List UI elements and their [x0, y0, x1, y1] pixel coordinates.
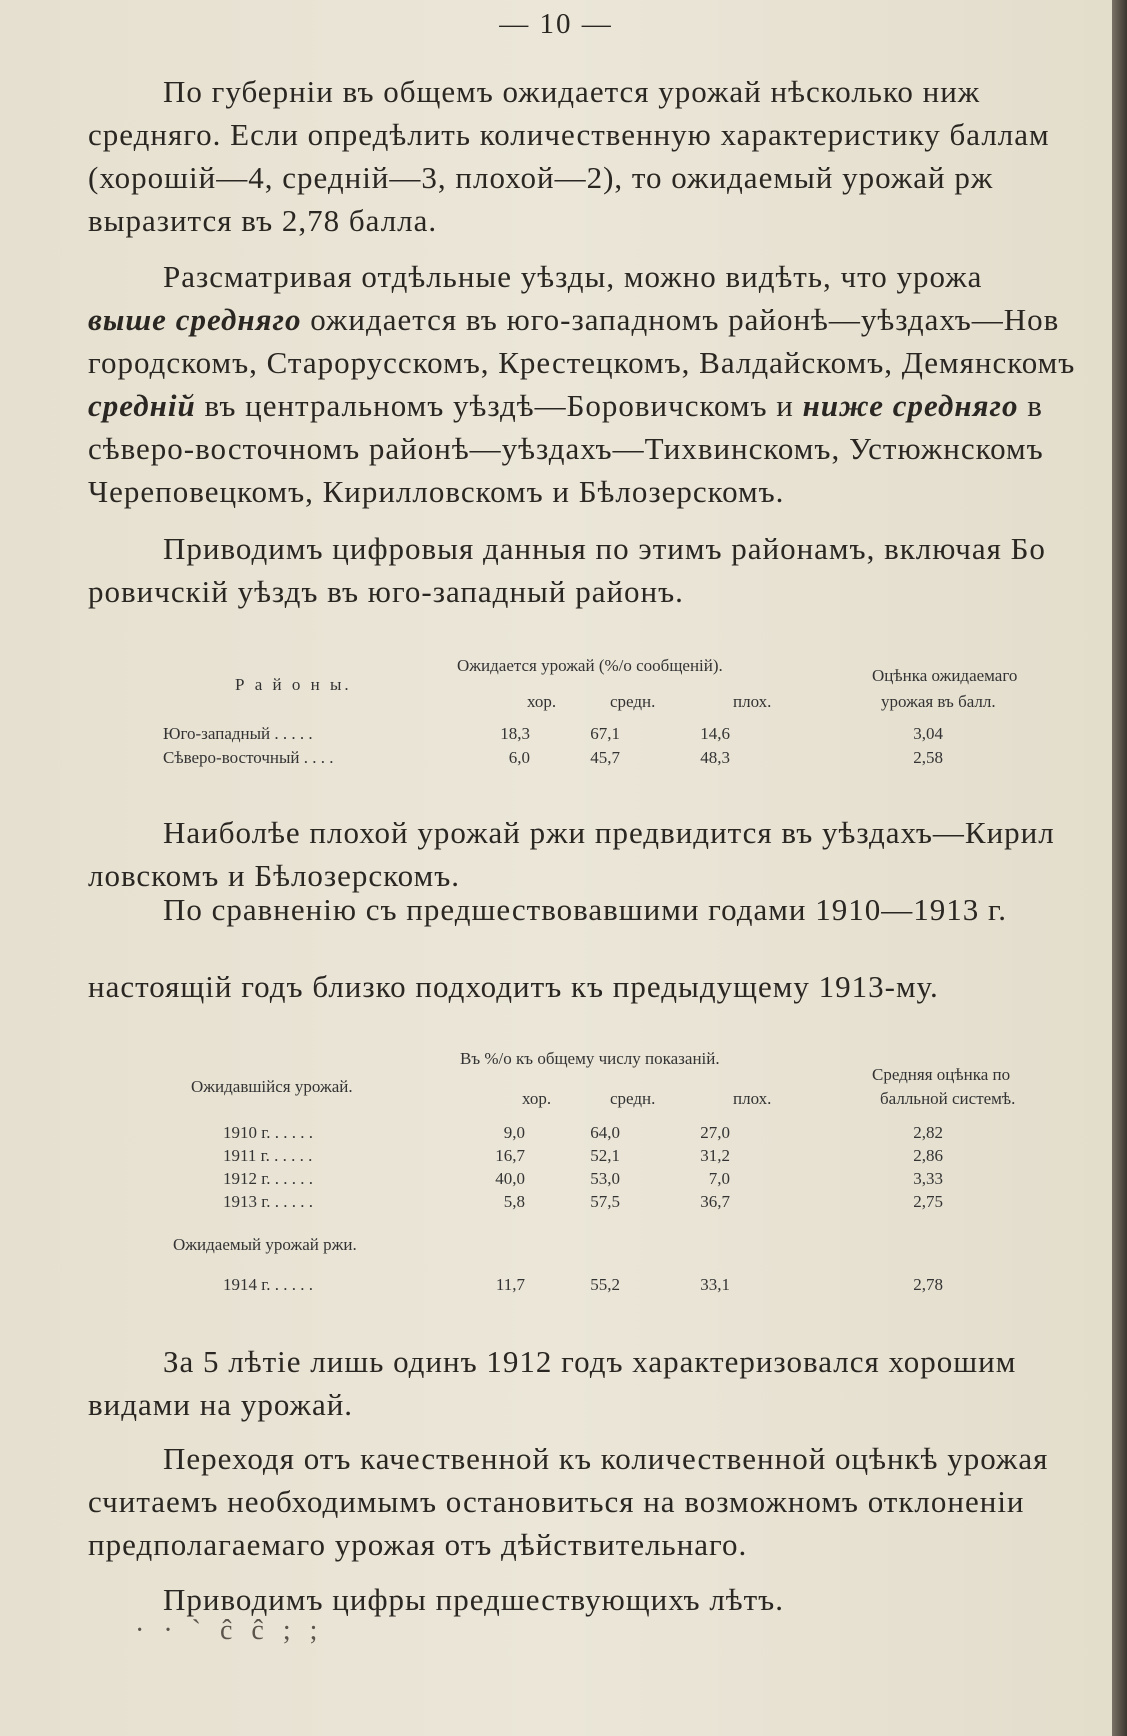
- text-line: ловскомъ и Бѣлозерскомъ.: [88, 858, 460, 893]
- table-cell: 53,0: [590, 1169, 620, 1188]
- column-header: плох.: [733, 692, 772, 711]
- table-subheader: Ожидаемый урожай ржи.: [173, 1235, 357, 1254]
- score-header-line: балльной системѣ.: [880, 1089, 1016, 1108]
- column-header: средн.: [610, 692, 656, 711]
- table-cell-name: 1910 г. . . . . .: [223, 1123, 314, 1142]
- table-cell: 9,0: [503, 1123, 525, 1142]
- table-cell: 57,5: [590, 1192, 620, 1211]
- text-line: (хорошій—4, средній—3, плохой—2), то ожидаемый урожай рж: [88, 160, 994, 195]
- text-line: Приводимъ цифровыя данныя по этимъ районамъ, включая Бо: [163, 531, 1046, 566]
- score-header-line: урожая въ балл.: [881, 692, 996, 711]
- table-cell: 55,2: [590, 1275, 620, 1294]
- text-line: ровичскій уѣздъ въ юго-западный районъ.: [88, 574, 684, 609]
- text-line: Приводимъ цифры предшествующихъ лѣтъ.: [163, 1582, 784, 1617]
- text-line: Череповецкомъ, Кирилловскомъ и Бѣлозерскомъ.: [88, 474, 785, 509]
- paragraph-6: [88, 965, 1118, 1008]
- text-run: ожидается въ юго-западномъ районѣ—уѣздахъ—Нов: [301, 302, 1060, 337]
- table-cell-name: 1914 г. . . . . .: [223, 1275, 314, 1294]
- score-header-line: Оцѣнка ожидаемаго: [872, 666, 1018, 685]
- paragraph-5: [88, 888, 1118, 931]
- text-line: По сравненію съ предшествовавшими годами 1910—1913 г.: [163, 892, 1007, 927]
- emphasis-text: ниже средняго: [802, 388, 1019, 423]
- table-cell-name: 1911 г. . . . . .: [223, 1146, 313, 1165]
- text-line: выразится въ 2,78 балла.: [88, 203, 438, 238]
- handwritten-marks: · · ˋ ĉ ĉ ; ;: [135, 1615, 324, 1646]
- table-cell: 64,0: [590, 1123, 620, 1142]
- table-cell: 14,6: [700, 724, 730, 743]
- table-cell: 7,0: [708, 1169, 730, 1188]
- text-line: По губерніи въ общемъ ожидается урожай нѣсколько ниж: [163, 74, 981, 109]
- table-row-header: Р а й о н ы.: [235, 675, 352, 694]
- table-cell: 2,78: [913, 1275, 943, 1294]
- table-row-header: Ожидавшійся урожай.: [191, 1077, 353, 1096]
- text-line: городскомъ, Старорусскомъ, Крестецкомъ, Валдайскомъ, Демянскомъ: [88, 345, 1076, 380]
- paragraph-4: [88, 811, 1118, 897]
- table-cell: 2,58: [913, 748, 943, 767]
- table-cell-name: 1913 г. . . . . .: [223, 1192, 314, 1211]
- table-cell: 18,3: [500, 724, 530, 743]
- table-cell-name: Сѣверо-восточный . . . .: [163, 748, 334, 767]
- text-line: предполагаемаго урожая отъ дѣйствительнаго.: [88, 1527, 748, 1562]
- table-cell: 36,7: [700, 1192, 730, 1211]
- paragraph-1: [88, 70, 1118, 242]
- table-cell: 52,1: [590, 1146, 620, 1165]
- text-line: видами на урожай.: [88, 1387, 354, 1422]
- text-line: средняго. Если опредѣлить количественную характеристику баллам: [88, 117, 1050, 152]
- paragraph-8: [88, 1437, 1118, 1566]
- text-run: въ центральномъ уѣздѣ—Боровичскомъ и: [195, 388, 803, 423]
- table-cell: 6,0: [508, 748, 530, 767]
- table-cell: 5,8: [503, 1192, 525, 1211]
- table-cell: 27,0: [700, 1123, 730, 1142]
- paragraph-2: [88, 255, 1118, 513]
- table-cell: 2,82: [913, 1123, 943, 1142]
- text-line: Переходя отъ качественной къ количественной оцѣнкѣ урожая: [163, 1441, 1049, 1476]
- text-line: Разсматривая отдѣльные уѣзды, можно видѣть, что урожа: [163, 259, 983, 294]
- text-line: За 5 лѣтіе лишь одинъ 1912 годъ характеризовался хорошим: [163, 1344, 1017, 1379]
- table-cell: 2,75: [913, 1192, 943, 1211]
- paragraph-3: [88, 527, 1118, 613]
- text-run: в: [1018, 388, 1043, 423]
- text-line: [88, 384, 1118, 427]
- column-header: средн.: [610, 1089, 656, 1108]
- text-line: считаемъ необходимымъ остановиться на возможномъ отклоненіи: [88, 1484, 1025, 1519]
- table-cell-name: 1912 г. . . . . .: [223, 1169, 314, 1188]
- emphasis-text: средній: [88, 388, 196, 423]
- table-cell: 45,7: [590, 748, 620, 767]
- paragraph-7: [88, 1340, 1118, 1426]
- score-header-line: Средняя оцѣнка по: [872, 1065, 1011, 1084]
- regions-table: [155, 650, 1085, 770]
- column-header: хор.: [527, 692, 557, 711]
- table-cell: 40,0: [495, 1169, 525, 1188]
- page-number: — 10 —: [499, 8, 613, 40]
- text-line: Наиболѣе плохой урожай ржи предвидится въ уѣздахъ—Кирил: [163, 815, 1055, 850]
- text-line: сѣверо-восточномъ районѣ—уѣздахъ—Тихвинскомъ, Устюжнскомъ: [88, 431, 1044, 466]
- table-cell-name: Юго-западный . . . . .: [163, 724, 313, 743]
- table-cell: 3,33: [913, 1169, 943, 1188]
- table-cell: 67,1: [590, 724, 620, 743]
- table-cell: 11,7: [495, 1275, 525, 1294]
- table-cell: 3,04: [913, 724, 943, 743]
- table-cell: 33,1: [700, 1275, 730, 1294]
- table-cell: 2,86: [913, 1146, 943, 1165]
- table-cell: 31,2: [700, 1146, 730, 1165]
- column-header: хор.: [522, 1089, 552, 1108]
- text-line: настоящій годъ близко подходитъ къ предыдущему 1913-му.: [88, 969, 939, 1004]
- years-table: [155, 1045, 1085, 1305]
- column-header: плох.: [733, 1089, 772, 1108]
- table-cell: 48,3: [700, 748, 730, 767]
- text-line: [88, 298, 1118, 341]
- table-cell: 16,7: [495, 1146, 525, 1165]
- emphasis-text: выше средняго: [88, 302, 302, 337]
- table-group-header: Ожидается урожай (%/о сообщеній).: [457, 656, 723, 675]
- table-group-header: Въ %/о къ общему числу показаній.: [460, 1049, 720, 1068]
